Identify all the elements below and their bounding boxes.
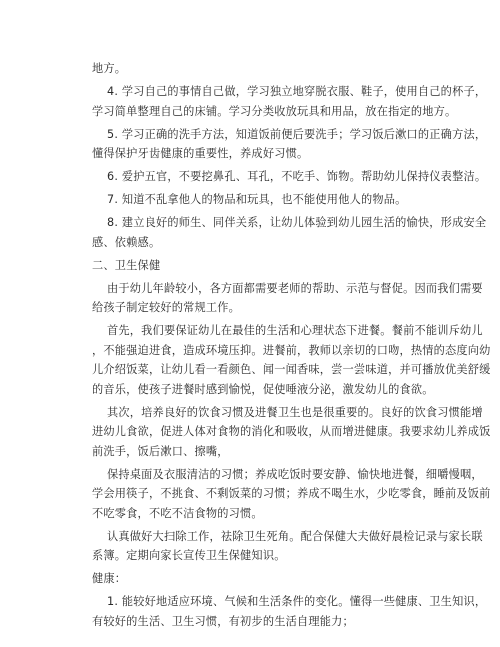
text-line: 给孩子制定较好的常规工作。 <box>92 301 241 314</box>
text-line: 儿介绍饭菜，让幼儿看一看颜色、闻一闻香味，尝一尝味道，并可播放优美舒缓 <box>92 363 491 376</box>
text-line: 进幼儿食欲，促进人体对食物的消化和吸收，从而增进健康。我要求幼儿养成饭 <box>92 425 491 438</box>
text-line: ，不能强迫进食，造成环境压抑。进餐前，教师以亲切的口吻，热情的态度向幼 <box>92 343 491 357</box>
section-heading: 二、卫生保健 <box>92 258 161 272</box>
text-line: 由于幼儿年龄较小，各方面都需要老师的帮助、示范与督促。因而我们需要 <box>107 281 483 295</box>
text-line: 健康： <box>92 572 127 585</box>
text-line: 7. 知道不乱拿他人的物品和玩具，也不能使用他人的物品。 <box>107 193 407 206</box>
text-line: 6. 爱护五官，不要挖鼻孔、耳孔，不吃手、饰物。帮助幼儿保持仪表整洁。 <box>107 170 487 183</box>
text-line: 有较好的生活、卫生习惯，有初步的生活自理能力； <box>92 614 354 628</box>
text-line: 的音乐，使孩子进餐时感到愉悦，促使唾液分泌，激发幼儿的食欲。 <box>92 382 434 396</box>
text-line: 5. 学习正确的洗手方法，知道饭前便后要洗手；学习饭后漱口的正确方法， <box>107 127 487 141</box>
text-line: 懂得保护牙齿健康的重要性，养成好习惯。 <box>92 147 309 160</box>
text-line: 感、依赖感。 <box>92 235 161 249</box>
text-line: 学习简单整理自己的床铺。学习分类收放玩具和用品，放在指定的地方。 <box>92 104 457 118</box>
text-line: 首先，我们要保证幼儿在最佳的生活和心理状态下进餐。餐前不能训斥幼儿 <box>107 324 483 337</box>
text-line: 其次，培养良好的饮食习惯及进餐卫生也是很重要的。良好的饮食习惯能增 <box>107 405 483 419</box>
text-line: 8. 建立良好的师生、同伴关系，让幼儿体验到幼儿园生活的愉快，形成安全 <box>107 216 487 229</box>
text-line: 前洗手，饭后漱口、擦嘴， <box>92 444 229 458</box>
text-line: 4. 学习自己的事情自己做，学习独立地穿脱衣服、鞋子，使用自己的杯子， <box>107 85 487 98</box>
text-line: 地方。 <box>92 62 127 75</box>
text-line: 1. 能较好地适应环境、气候和生活条件的变化。懂得一些健康、卫生知识， <box>107 595 487 608</box>
text-line: 不吃零食，不吃不洁食物的习惯。 <box>92 506 263 520</box>
text-line: 保持桌面及衣服清洁的习惯；养成吃饭时要安静、愉快地进餐，细嚼慢咽， <box>107 467 483 481</box>
text-line: 系簿。定期向家长宣传卫生保健知识。 <box>92 549 286 562</box>
text-line: 学会用筷子，不挑食、不剩饭菜的习惯；养成不喝生水，少吃零食，睡前及饭前 <box>92 487 491 500</box>
text-line: 认真做好大扫除工作，祛除卫生死角。配合保健大夫做好晨检记录与家长联 <box>107 529 483 543</box>
